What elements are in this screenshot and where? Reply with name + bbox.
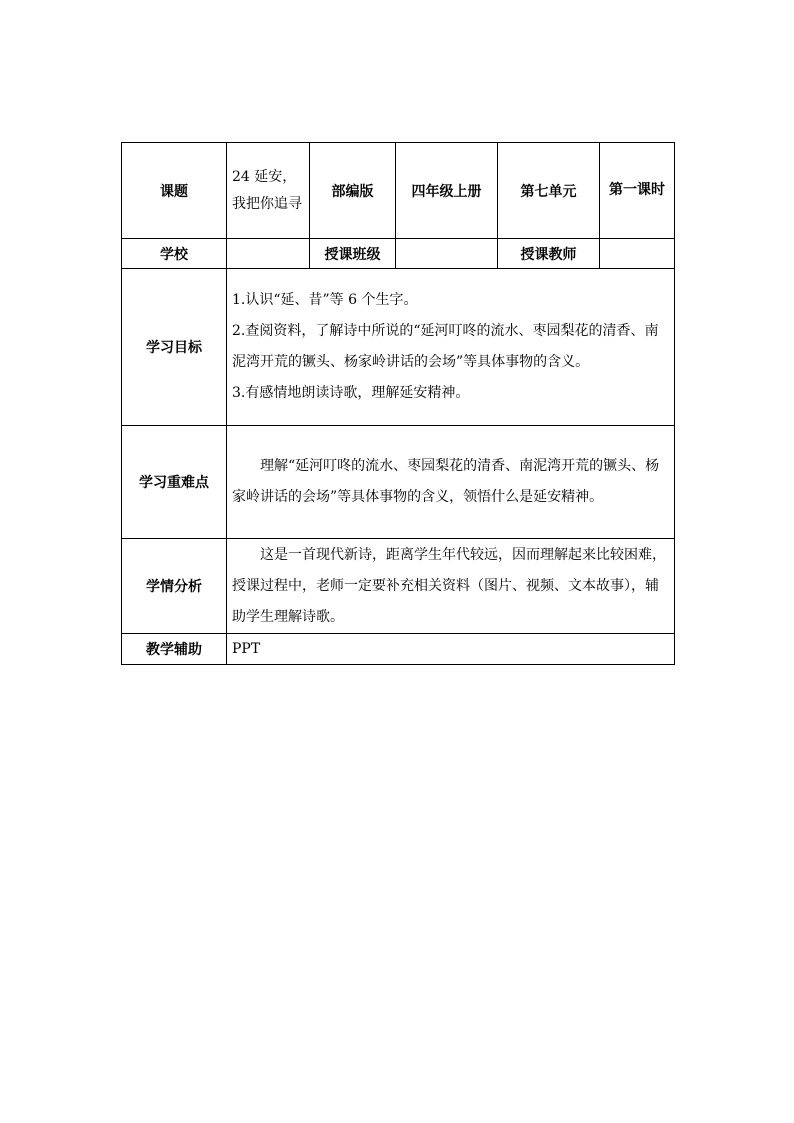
goal-item: 2.查阅资料，了解诗中所说的“延河叮咚的流水、枣园梨花的清香、南泥湾开荒的镢头、杨家岭讲话的会场”等具体事物的含义。 xyxy=(232,323,659,370)
grade: 四年级上册 xyxy=(396,143,498,239)
key-points-row xyxy=(122,426,675,539)
key-points-label: 学习重难点 xyxy=(122,426,227,539)
analysis-row xyxy=(122,539,675,634)
lesson-plan-table xyxy=(121,142,675,665)
key-points-text: 理解“延河叮咚的流水、枣园梨花的清香、南泥湾开荒的镢头、杨家岭讲话的会场”等具体事物的含义，领悟什么是延安精神。 xyxy=(227,426,675,539)
goal-item: 3.有感情地朗读诗歌，理解延安精神。 xyxy=(232,385,470,401)
aids-label: 教学辅助 xyxy=(122,634,227,665)
class-value xyxy=(396,239,498,269)
goal-item: 1.认识“延、昔”等 6 个生字。 xyxy=(232,292,418,308)
goals-label: 学习目标 xyxy=(122,269,227,426)
unit: 第七单元 xyxy=(498,143,600,239)
goals-content xyxy=(227,269,675,426)
analysis-text: 这是一首现代新诗，距离学生年代较远，因而理解起来比较困难，授课过程中，老师一定要补充相关资料（图片、视频、文本故事），辅助学生理解诗歌。 xyxy=(227,539,675,634)
teacher-value xyxy=(600,239,675,269)
class-label: 授课班级 xyxy=(310,239,396,269)
aids-row xyxy=(122,634,675,665)
edition: 部编版 xyxy=(310,143,396,239)
goals-row xyxy=(122,269,675,426)
aids-value: PPT xyxy=(227,634,675,665)
analysis-label: 学情分析 xyxy=(122,539,227,634)
teacher-label: 授课教师 xyxy=(498,239,600,269)
period: 第一课时 xyxy=(600,143,675,239)
school-value xyxy=(227,239,310,269)
lesson-title: 24 延安，我把你追寻 xyxy=(227,143,310,239)
info-row xyxy=(122,239,675,269)
subject-label: 课题 xyxy=(122,143,227,239)
header-row xyxy=(122,143,675,239)
school-label: 学校 xyxy=(122,239,227,269)
